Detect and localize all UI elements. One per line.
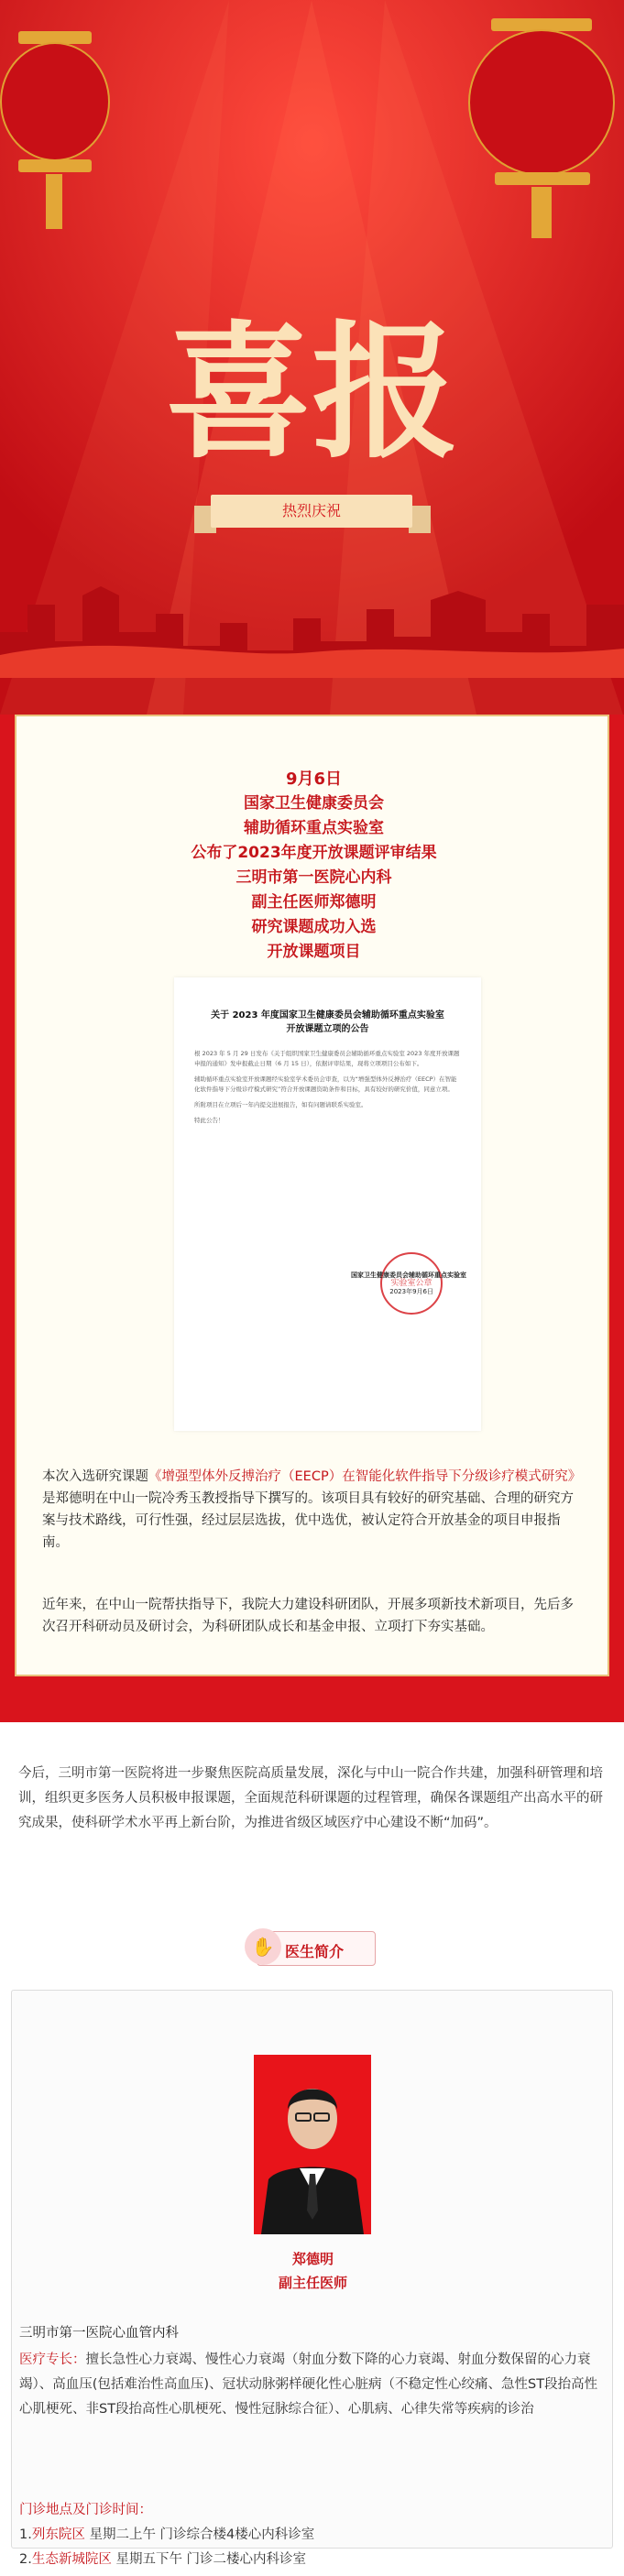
- doc-body: [194, 1049, 461, 1126]
- headline-xibao: 喜报: [165, 306, 459, 478]
- ribbon-label: 热烈庆祝: [211, 495, 412, 528]
- section-header: [0, 1931, 624, 1968]
- specialty-label: 医疗专长：: [19, 2352, 86, 2367]
- doctor-name-block: [12, 2247, 614, 2295]
- notice-line: 副主任医师郑德明: [251, 893, 377, 911]
- clinic-location: 生态新城院区: [31, 2552, 112, 2567]
- doc-title-line: 开放课题立项的公告: [286, 1024, 369, 1034]
- doctor-profile-card: [11, 1990, 613, 2567]
- notice-card: [15, 715, 609, 1676]
- doc-title-line: 关于 2023 年度国家卫生健康委员会辅助循环重点实验室: [211, 1010, 444, 1021]
- project-title-highlight: 《增强型体外反搏治疗（EECP）在智能化软件指导下分级诊疗模式研究》: [148, 1469, 582, 1484]
- clinic-time: 星期二上午 门诊综合楼4楼心内科诊室: [84, 2527, 315, 2542]
- notice-line: 三明市第一医院心内科: [235, 868, 392, 887]
- para-text: 本次入选研究课题: [42, 1469, 148, 1484]
- lantern-cap-icon: [18, 159, 92, 172]
- city-skyline-icon: [0, 568, 624, 678]
- doc-signature: 国家卫生健康委员会辅助循环重点实验室: [351, 1272, 466, 1279]
- team-paragraph: 近年来，在中山一院帮扶指导下，我院大力建设科研团队，开展多项新技术新项目，先后多次召开科研动员及研讨会，为科研团队成长和基金申报、立项打下夯实基础。: [42, 1598, 574, 1634]
- para-text: 是郑德明在中山一院冷秀玉教授指导下撰写的。该项目具有较好的研究基础、合理的研究方案与技术路线，可行性强，经过层层选拔，优中选优，被认定符合开放基金的项目申报指南。: [42, 1491, 574, 1550]
- clinic-heading: 门诊地点及门诊时间：: [19, 2503, 152, 2517]
- doctor-name: 郑德明: [291, 2251, 334, 2267]
- hand-icon: ✋: [245, 1928, 281, 1965]
- notice-line: 开放课题项目: [267, 943, 361, 961]
- doc-title: [194, 1009, 461, 1036]
- section-title: 医生简介: [285, 1943, 345, 1960]
- doctor-photo: [254, 2055, 371, 2234]
- official-seal: 实验室公章: [380, 1252, 443, 1315]
- clinic-location: 列东院区: [31, 2527, 85, 2542]
- tassel-icon: [531, 187, 552, 238]
- hero-banner: [0, 0, 624, 715]
- notice-line: 国家卫生健康委员会: [244, 794, 384, 813]
- doc-paragraph: 辅助循环重点实验室开放课题经实验室学术委员会审查，以为“增强型体外反搏治疗（EECP）在智能化软件指导下分级诊疗模式研究”符合开放课题资助条件和目标，具有较好的研究价值，同意立项。: [194, 1075, 457, 1093]
- notice-line: 辅助循环重点实验室: [244, 819, 384, 837]
- doctor-specialty: [19, 2348, 606, 2422]
- doctor-department: 三明市第一医院心血管内科: [19, 2326, 179, 2341]
- tassel-icon: [46, 174, 62, 229]
- notice-line: 公布了2023年度开放课题评审结果: [191, 844, 437, 862]
- doc-paragraph: 所附项目在立项后一年内提交进展报告，如有问题请联系实验室。: [194, 1101, 367, 1108]
- lantern-cap-icon: [495, 172, 590, 185]
- clinic-index: 1.: [19, 2527, 32, 2542]
- lantern-right-icon: [468, 29, 615, 176]
- doc-paragraph: 根 2023 年 5 月 29 日发布《关于组织国家卫生健康委员会辅助循环重点实验室 2023 年度开放课题申报的通知》发申报截止日期（6 月 15 日），依据评审结果，现将立项项目公布如下。: [194, 1050, 460, 1067]
- doc-closing: 特此公告！: [194, 1117, 224, 1124]
- notice-line: 研究课题成功入选: [251, 918, 377, 936]
- doctor-portrait-icon: [254, 2055, 371, 2234]
- notice-section: [0, 715, 624, 1722]
- notice-document-image: [174, 977, 481, 1431]
- specialty-text: 擅长急性心力衰竭、慢性心力衰竭（射血分数下降的心力衰竭、射血分数保留的心力衰竭）、高血压(包括难治性高血压)、冠状动脉粥样硬化性心脏病（不稳定性心绞痛、急性ST段抬高性心肌梗死、非ST段抬高性心肌梗死、慢性冠脉综合征）、心肌病、心律失常等疾病的诊治: [19, 2352, 598, 2417]
- lantern-left-icon: [0, 42, 110, 161]
- doc-date: 2023年9月6日: [389, 1288, 433, 1295]
- clinic-index: 2.: [19, 2552, 32, 2567]
- section-badge: [251, 1931, 376, 1966]
- notice-headline-group: [16, 767, 611, 965]
- future-plan-paragraph: 今后，三明市第一医院将进一步聚焦医院高质量发展，深化与中山一院合作共建，加强科研管理和培训，组织更多医务人员积极申报课题，全面规范科研课题的过程管理，确保各课题组产出高水平的研究成果，使科研学术水平再上新台阶，为推进省级区域医疗中心建设不断“加码”。: [18, 1766, 603, 1830]
- research-paragraph: [42, 1466, 586, 1554]
- clinic-item: [19, 2549, 306, 2568]
- clinic-time: 星期五下午 门诊二楼心内科诊室: [111, 2552, 307, 2567]
- clinic-item: [19, 2524, 314, 2543]
- notice-date: 9月6日: [285, 770, 343, 789]
- doctor-title: 副主任医师: [278, 2275, 347, 2291]
